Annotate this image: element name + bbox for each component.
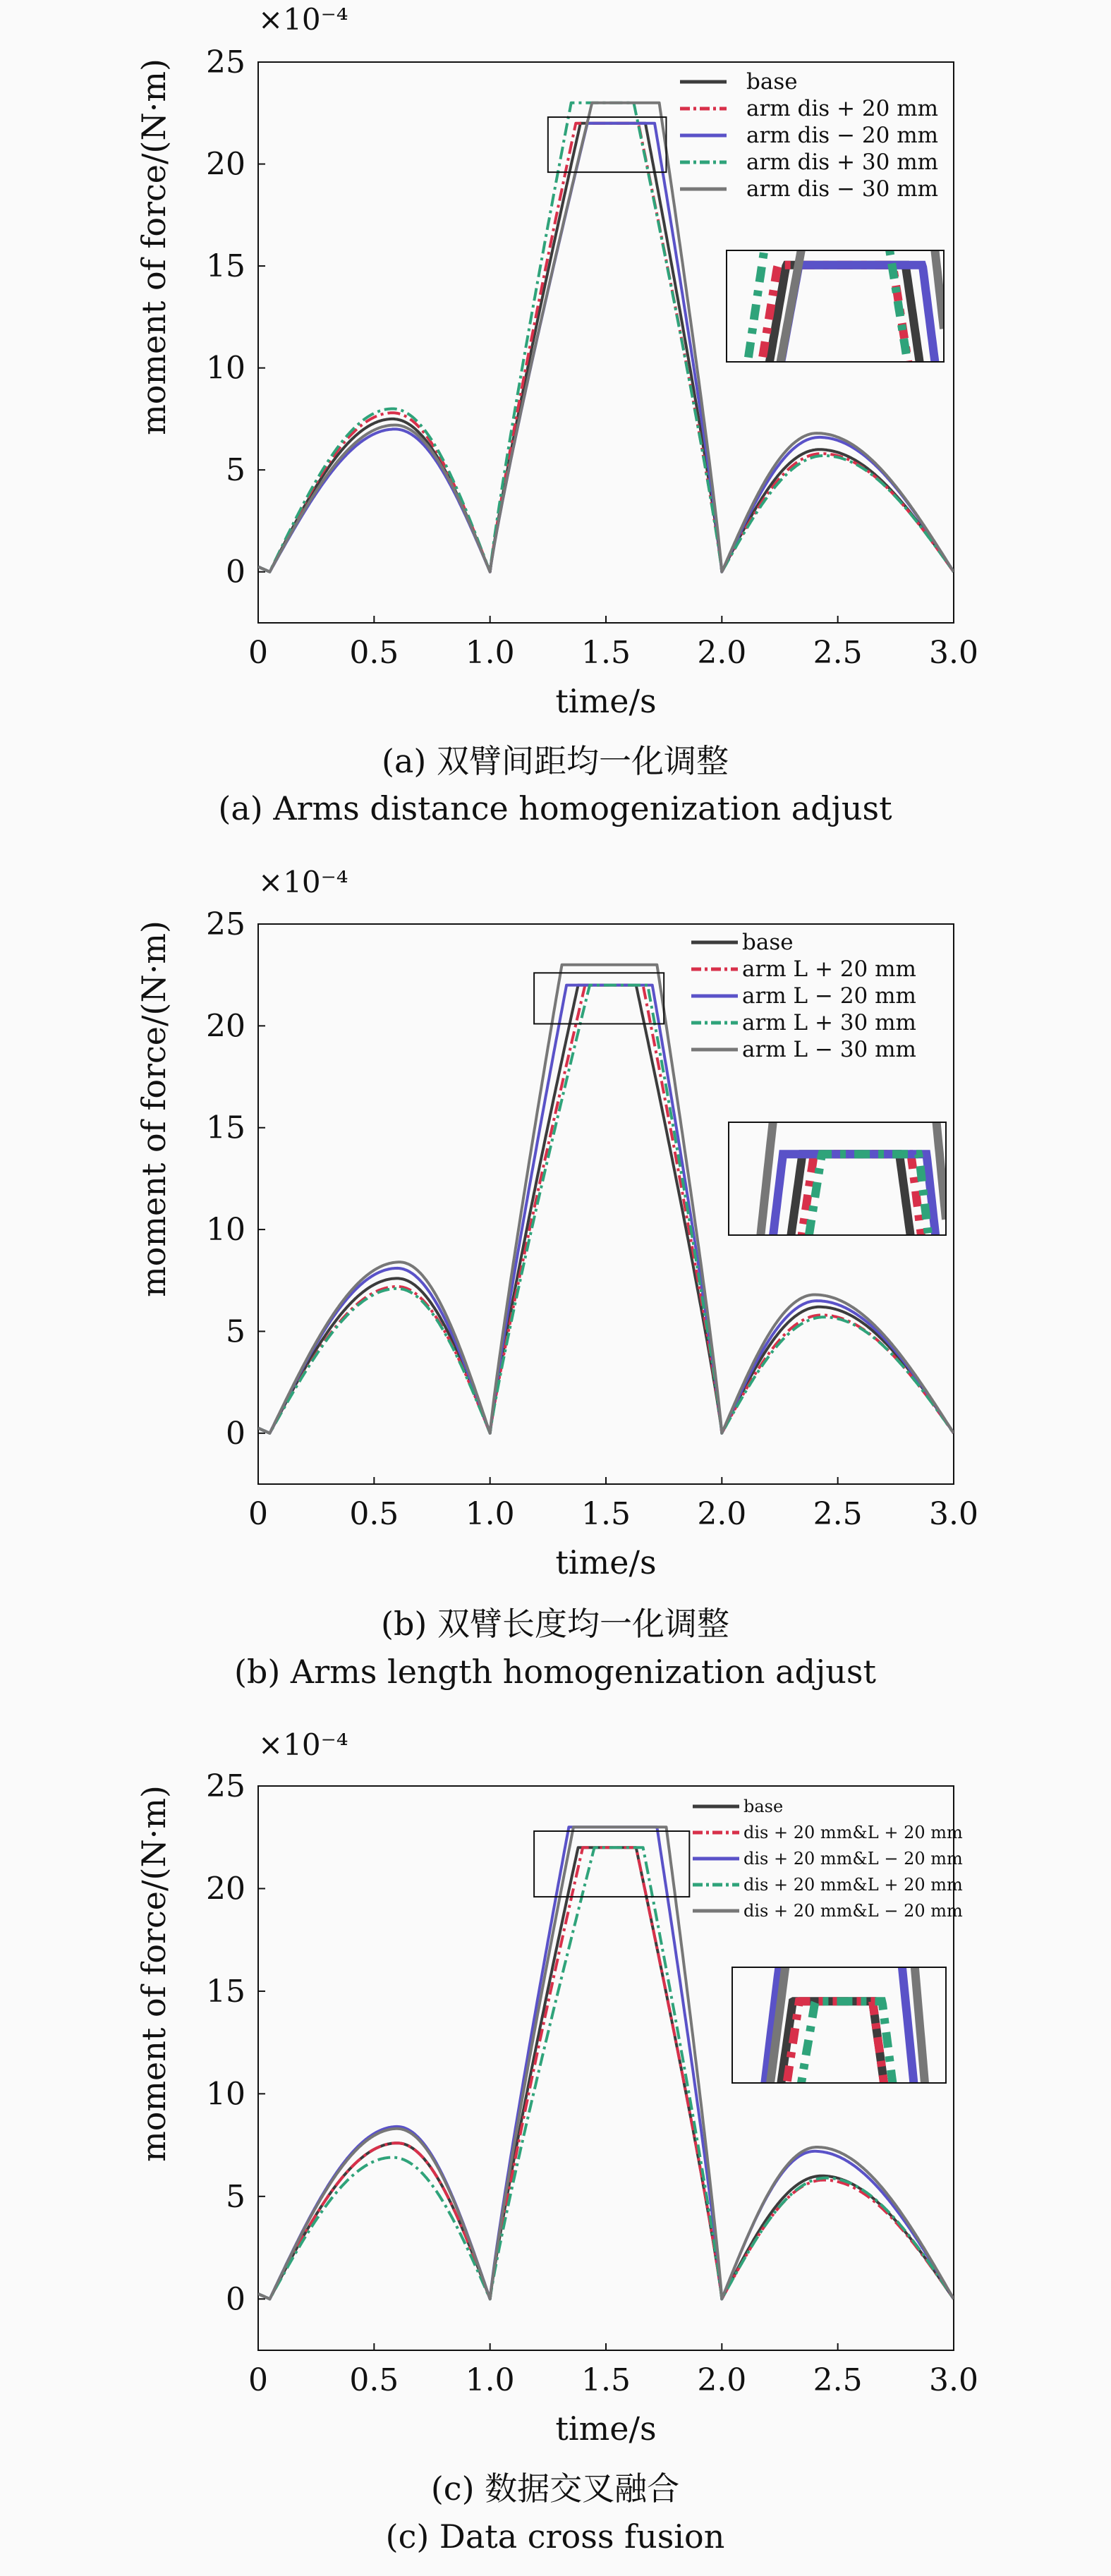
x-tick-label: 0.5 (349, 1496, 399, 1532)
legend-label: arm dis + 20 mm (746, 96, 938, 122)
y-tick-label: 15 (206, 1110, 245, 1146)
x-tick-label: 3.0 (929, 1496, 978, 1532)
legend-label: arm L + 20 mm (742, 956, 916, 983)
caption-chinese: (a) 双臂间距均一化调整 (382, 742, 729, 780)
caption-chinese: (c) 数据交叉融合 (430, 2469, 680, 2508)
caption-english: (a) Arms distance homogenization adjust (218, 789, 892, 827)
y-tick-label: 20 (206, 1871, 245, 1907)
x-tick-label: 1.5 (581, 2362, 631, 2398)
legend-label: arm dis − 20 mm (746, 123, 938, 149)
y-axis-label: moment of force/(N·m) (135, 921, 173, 1297)
legend-label: arm dis − 30 mm (746, 176, 938, 202)
y-tick-label: 10 (206, 350, 245, 387)
x-axis-label: time/s (555, 2410, 657, 2448)
x-tick-label: 2.5 (813, 635, 863, 671)
legend-label: dis + 20 mm&L − 20 mm (743, 1900, 963, 1921)
y-axis-label: moment of force/(N·m) (135, 1785, 173, 2162)
x-tick-label: 2.0 (697, 2362, 747, 2398)
x-tick-label: 2.5 (813, 2362, 863, 2398)
legend-label: arm L − 30 mm (742, 1037, 916, 1063)
x-tick-label: 1.0 (465, 635, 515, 671)
x-tick-label: 0.5 (349, 635, 399, 671)
legend-label: arm dis + 30 mm (746, 150, 938, 176)
y-tick-label: 5 (226, 1313, 245, 1350)
x-tick-label: 0 (248, 1496, 268, 1532)
y-tick-label: 0 (226, 2281, 245, 2318)
axis-multiplier: ×10⁻⁴ (258, 2, 348, 37)
x-tick-label: 1.5 (581, 1496, 631, 1532)
chart-panel-b (135, 865, 978, 1762)
x-tick-label: 0.5 (349, 2362, 399, 2398)
x-axis-label: time/s (555, 1543, 657, 1581)
chart-panel-a (135, 2, 978, 827)
x-tick-label: 2.0 (697, 635, 747, 671)
x-tick-label: 0 (248, 2362, 268, 2398)
y-tick-label: 15 (206, 248, 245, 285)
y-tick-label: 20 (206, 1008, 245, 1045)
legend-label: dis + 20 mm&L + 20 mm (743, 1874, 963, 1895)
legend-label: arm L − 20 mm (742, 983, 916, 1009)
y-axis-label: moment of force/(N·m) (135, 59, 173, 435)
chart-panel-c (135, 1727, 978, 2556)
y-tick-label: 15 (206, 1973, 245, 2010)
y-tick-label: 10 (206, 2076, 245, 2113)
x-tick-label: 1.0 (465, 1496, 515, 1532)
x-tick-label: 1.0 (465, 2362, 515, 2398)
inset-series-line-2 (729, 1154, 946, 1737)
legend-label: base (743, 1796, 784, 1816)
x-tick-label: 3.0 (929, 635, 978, 671)
x-tick-label: 2.5 (813, 1496, 863, 1532)
y-tick-label: 25 (206, 44, 245, 80)
caption-english: (c) Data cross fusion (385, 2517, 725, 2556)
x-tick-label: 0 (248, 635, 268, 671)
legend-label: dis + 20 mm&L + 20 mm (743, 1822, 963, 1842)
y-tick-label: 5 (226, 2178, 245, 2215)
x-tick-label: 1.5 (581, 635, 631, 671)
y-tick-label: 0 (226, 1415, 245, 1452)
axis-multiplier: ×10⁻⁴ (258, 1727, 348, 1762)
legend-label: base (742, 930, 794, 956)
y-tick-label: 0 (226, 554, 245, 590)
caption-english: (b) Arms length homogenization adjust (233, 1653, 877, 1691)
y-tick-label: 25 (206, 1768, 245, 1804)
legend-label: arm L + 30 mm (742, 1010, 916, 1036)
y-tick-label: 20 (206, 146, 245, 183)
x-tick-label: 3.0 (929, 2362, 978, 2398)
legend-label: base (746, 69, 798, 95)
x-tick-label: 2.0 (697, 1496, 747, 1532)
y-tick-label: 5 (226, 452, 245, 489)
caption-chinese: (b) 双臂长度均一化调整 (381, 1605, 729, 1643)
axis-multiplier: ×10⁻⁴ (258, 865, 348, 899)
y-tick-label: 10 (206, 1212, 245, 1248)
x-axis-label: time/s (555, 682, 657, 720)
legend-label: dis + 20 mm&L − 20 mm (743, 1848, 963, 1869)
y-tick-label: 25 (206, 906, 245, 942)
